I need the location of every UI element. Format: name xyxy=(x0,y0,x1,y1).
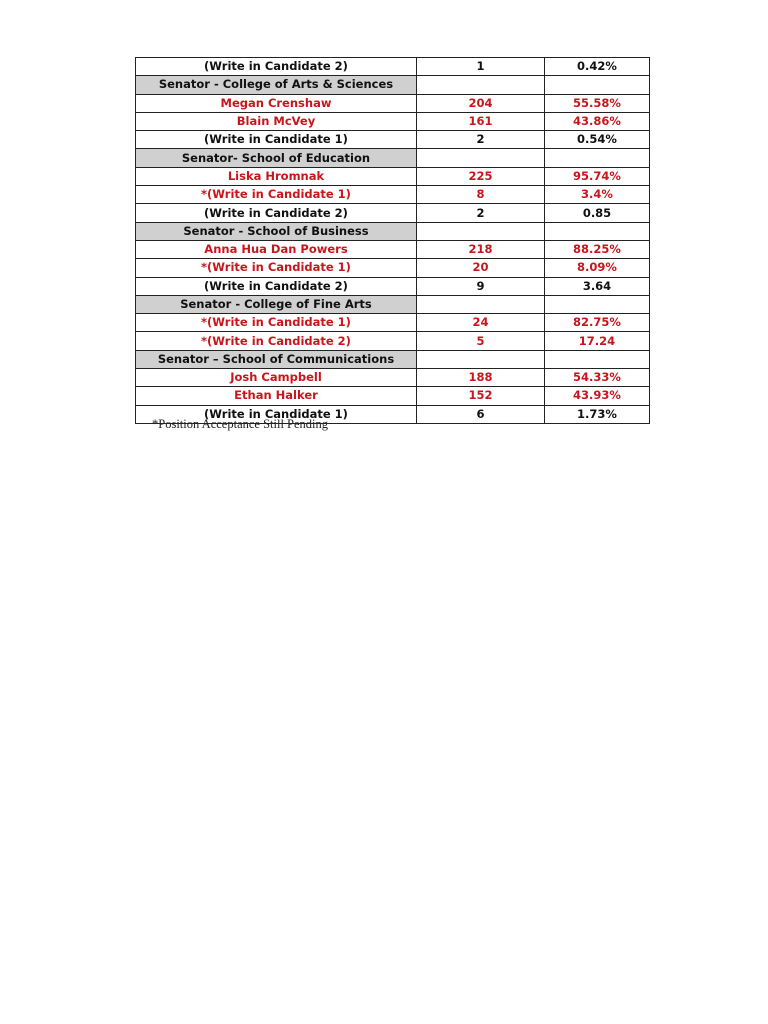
results-table-body xyxy=(136,58,650,424)
empty-cell xyxy=(417,295,545,313)
candidate-row xyxy=(136,167,650,185)
empty-cell xyxy=(417,76,545,94)
candidate-row xyxy=(136,332,650,350)
candidate-row xyxy=(136,387,650,405)
candidate-name: *(Write in Candidate 1) xyxy=(136,259,417,277)
candidate-name: (Write in Candidate 1) xyxy=(136,131,417,149)
candidate-name: (Write in Candidate 1) xyxy=(136,405,417,423)
race-header-row xyxy=(136,149,650,167)
empty-cell xyxy=(417,149,545,167)
candidate-name: Blain McVey xyxy=(136,112,417,130)
empty-cell xyxy=(545,149,650,167)
empty-cell xyxy=(417,350,545,368)
race-title: Senator - School of Business xyxy=(136,222,417,240)
race-title: Senator- School of Education xyxy=(136,149,417,167)
vote-count: 218 xyxy=(417,240,545,258)
vote-percent: 8.09% xyxy=(545,259,650,277)
candidate-row xyxy=(136,314,650,332)
candidate-row xyxy=(136,369,650,387)
vote-count: 204 xyxy=(417,94,545,112)
vote-percent: 3.64 xyxy=(545,277,650,295)
vote-percent: 0.42% xyxy=(545,58,650,76)
candidate-row xyxy=(136,259,650,277)
candidate-name: Anna Hua Dan Powers xyxy=(136,240,417,258)
vote-percent: 43.86% xyxy=(545,112,650,130)
race-title: Senator - College of Arts & Sciences xyxy=(136,76,417,94)
vote-count: 2 xyxy=(417,204,545,222)
candidate-name: *(Write in Candidate 1) xyxy=(136,314,417,332)
race-header-row xyxy=(136,76,650,94)
candidate-row xyxy=(136,204,650,222)
candidate-name: (Write in Candidate 2) xyxy=(136,204,417,222)
vote-count: 20 xyxy=(417,259,545,277)
vote-count: 2 xyxy=(417,131,545,149)
race-header-row xyxy=(136,295,650,313)
candidate-row xyxy=(136,58,650,76)
vote-percent: 17.24 xyxy=(545,332,650,350)
candidate-row xyxy=(136,131,650,149)
election-results-table xyxy=(135,57,650,424)
footnote: *Position Acceptance Still Pending xyxy=(152,417,329,431)
vote-percent: 55.58% xyxy=(545,94,650,112)
vote-count: 24 xyxy=(417,314,545,332)
vote-percent: 82.75% xyxy=(545,314,650,332)
candidate-name: Ethan Halker xyxy=(136,387,417,405)
candidate-name: (Write in Candidate 2) xyxy=(136,58,417,76)
empty-cell xyxy=(545,222,650,240)
candidate-row xyxy=(136,240,650,258)
candidate-name: Liska Hromnak xyxy=(136,167,417,185)
vote-percent: 0.85 xyxy=(545,204,650,222)
race-title: Senator - College of Fine Arts xyxy=(136,295,417,313)
empty-cell xyxy=(545,350,650,368)
vote-count: 1 xyxy=(417,58,545,76)
vote-percent: 88.25% xyxy=(545,240,650,258)
empty-cell xyxy=(545,76,650,94)
empty-cell xyxy=(545,295,650,313)
vote-percent: 1.73% xyxy=(545,405,650,423)
vote-count: 5 xyxy=(417,332,545,350)
candidate-row xyxy=(136,186,650,204)
vote-count: 225 xyxy=(417,167,545,185)
candidate-row xyxy=(136,94,650,112)
empty-cell xyxy=(417,222,545,240)
candidate-row xyxy=(136,112,650,130)
candidate-row xyxy=(136,277,650,295)
vote-percent: 0.54% xyxy=(545,131,650,149)
candidate-name: Megan Crenshaw xyxy=(136,94,417,112)
vote-count: 152 xyxy=(417,387,545,405)
vote-percent: 3.4% xyxy=(545,186,650,204)
vote-count: 6 xyxy=(417,405,545,423)
candidate-name: Josh Campbell xyxy=(136,369,417,387)
vote-percent: 43.93% xyxy=(545,387,650,405)
vote-count: 188 xyxy=(417,369,545,387)
vote-percent: 54.33% xyxy=(545,369,650,387)
vote-percent: 95.74% xyxy=(545,167,650,185)
candidate-name: *(Write in Candidate 1) xyxy=(136,186,417,204)
candidate-name: (Write in Candidate 2) xyxy=(136,277,417,295)
vote-count: 8 xyxy=(417,186,545,204)
race-title: Senator – School of Communications xyxy=(136,350,417,368)
vote-count: 161 xyxy=(417,112,545,130)
candidate-name: *(Write in Candidate 2) xyxy=(136,332,417,350)
vote-count: 9 xyxy=(417,277,545,295)
race-header-row xyxy=(136,222,650,240)
race-header-row xyxy=(136,350,650,368)
